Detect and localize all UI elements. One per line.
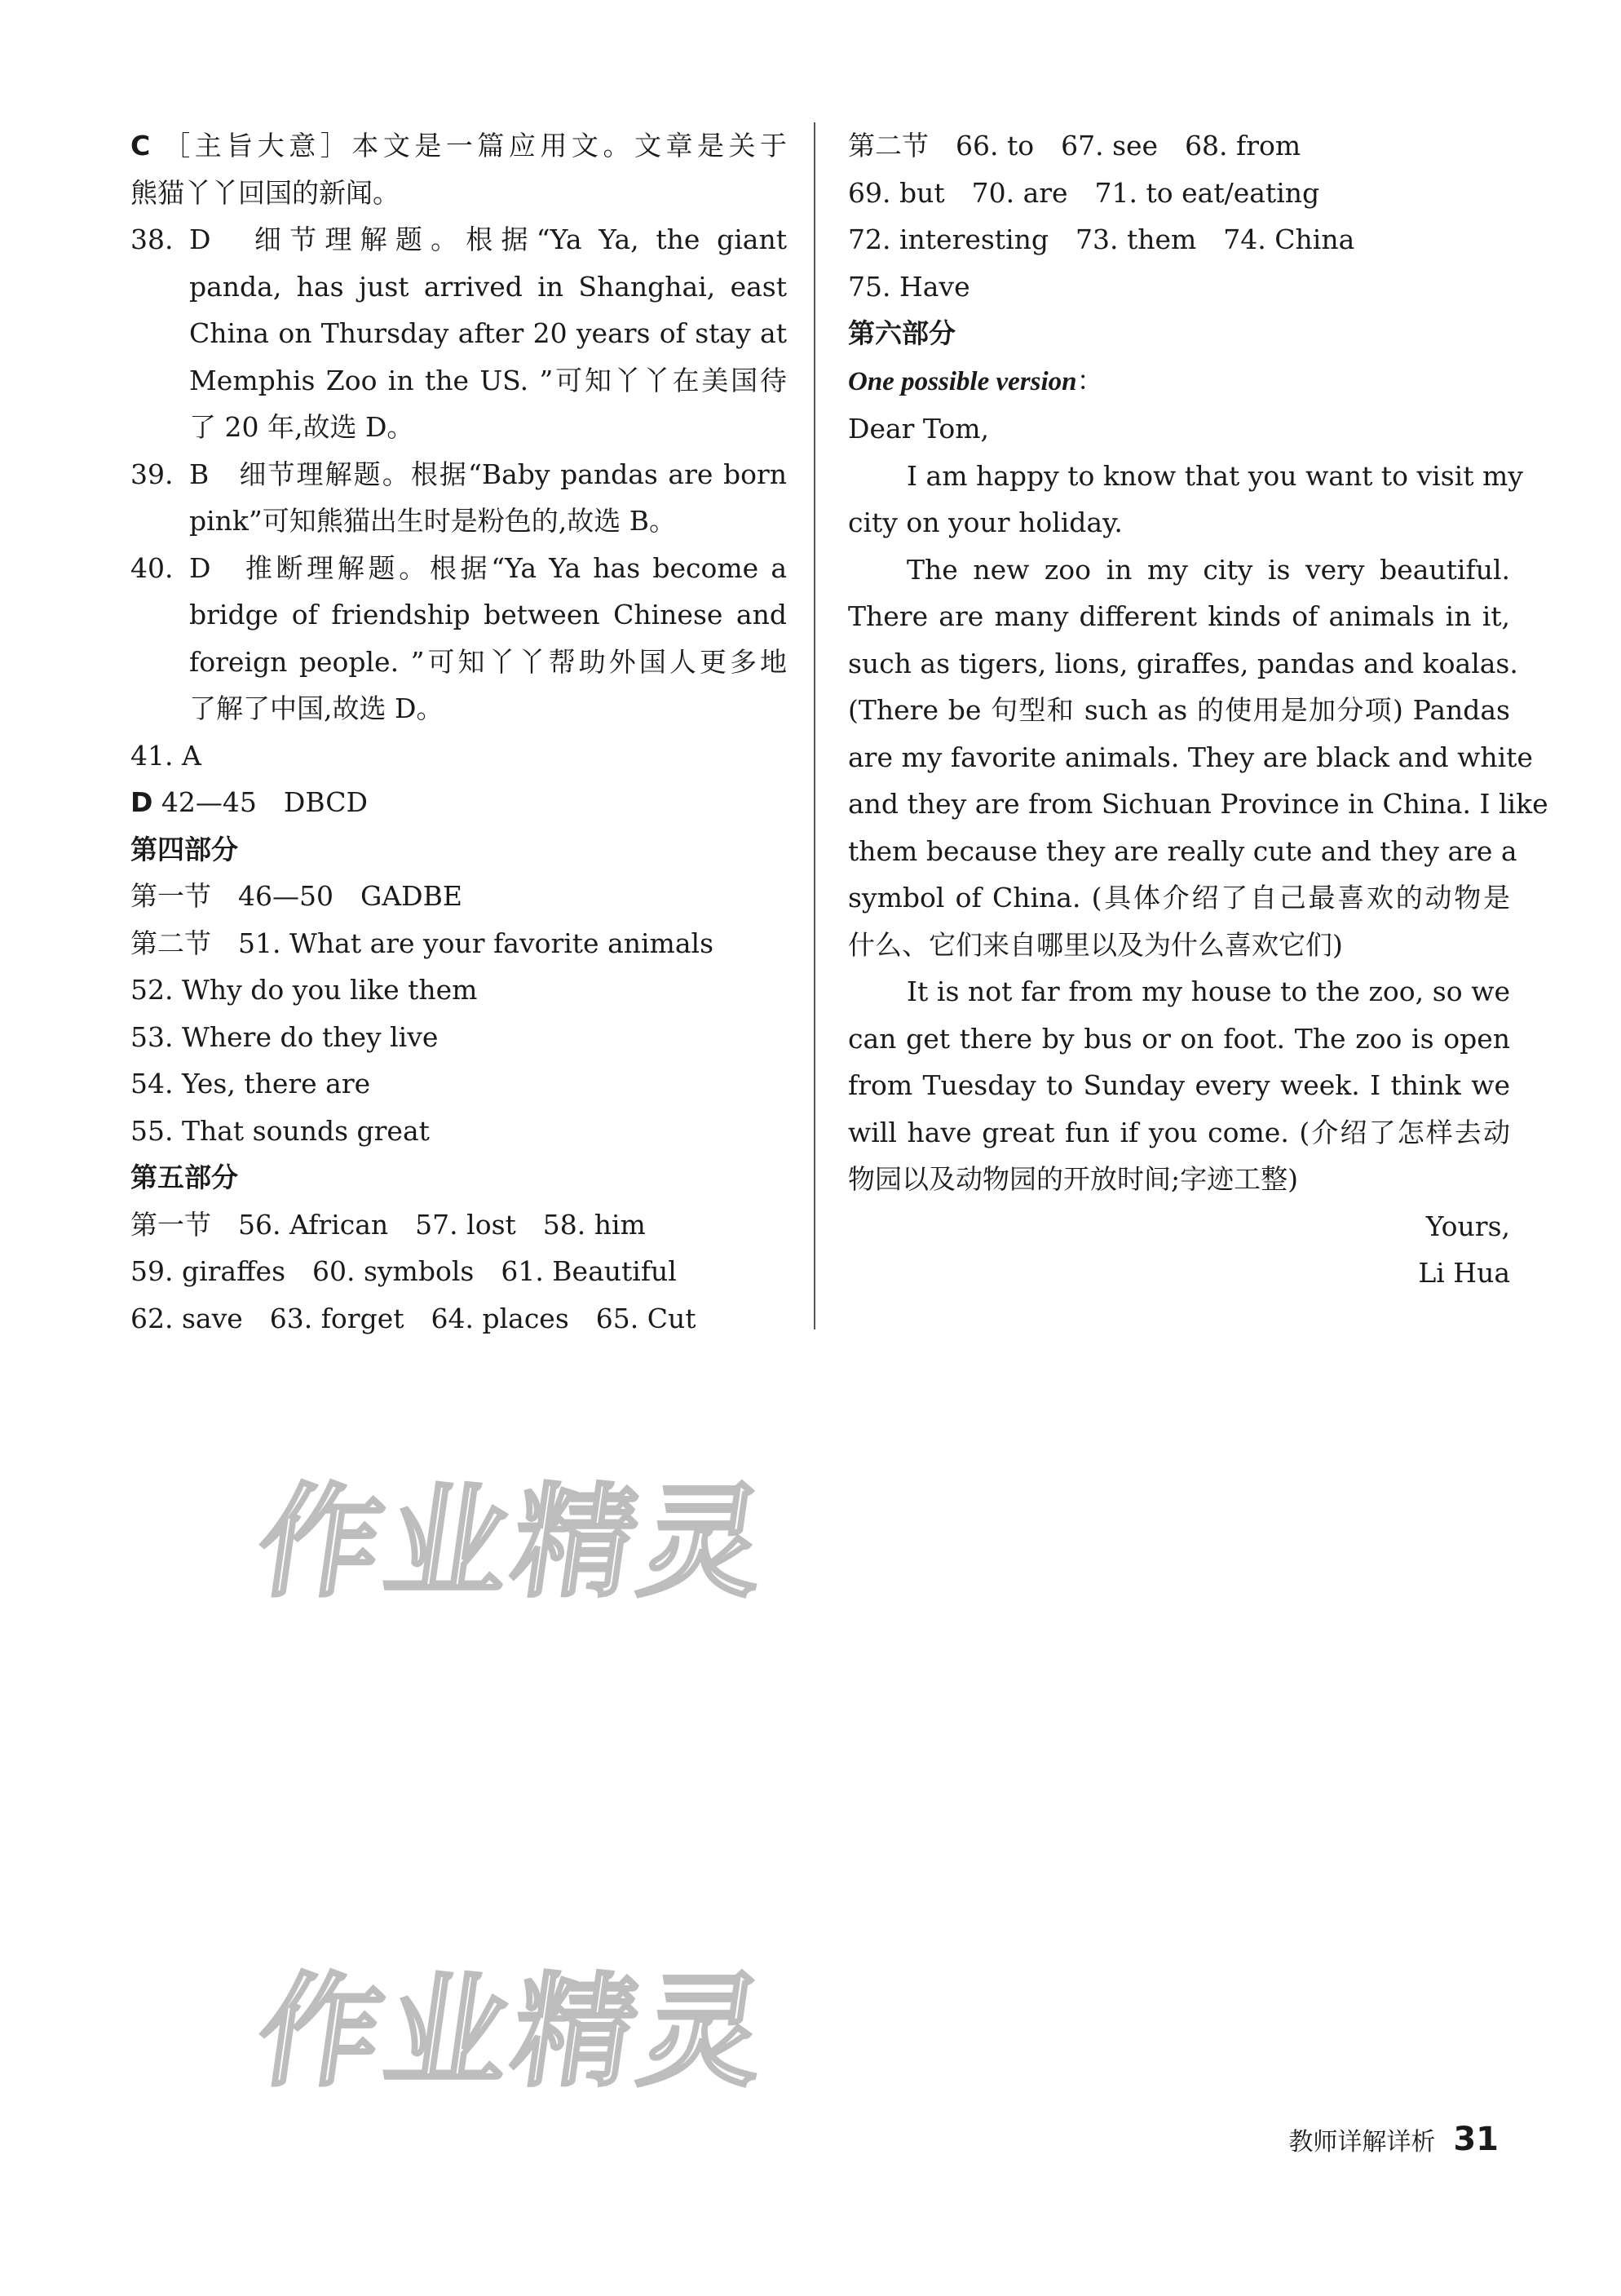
colon: ： <box>1076 364 1104 396</box>
part-4-section-2: 第二节 51. What are your favorite animals <box>130 927 714 959</box>
answer-line: 了 20 年,故选 D。 <box>189 411 414 443</box>
answer-53: 53. Where do they live <box>130 1020 439 1053</box>
answer-line: bridge of friendship between Chinese and <box>189 599 787 630</box>
possible-version-label <box>848 357 1510 406</box>
answer-41: 41. A <box>130 739 201 772</box>
part-5-line-2: 59. giraffes 60. symbols 61. Beautiful <box>130 1255 677 1287</box>
part-5-section-2: 第二节 66. to 67. see 68. from <box>848 130 1301 161</box>
part-4-heading: 第四部分 <box>130 833 238 865</box>
section-letter: D <box>130 786 153 818</box>
letter-line: from Tuesday to Sunday every week. I think we <box>848 1069 1510 1101</box>
question-number: 39. <box>130 458 174 490</box>
part-6-heading: 第六部分 <box>848 317 956 349</box>
letter-line: are my favorite animals. They are black and white <box>848 741 1533 773</box>
answer-line: 了解了中国,故选 D。 <box>189 692 444 724</box>
answer-38 <box>130 216 787 451</box>
letter-closing: Yours, <box>1425 1210 1510 1242</box>
part-5-line-6: 75. Have <box>848 270 970 303</box>
answer-line: foreign people. ”可知丫丫帮助外国人更多地 <box>189 645 787 678</box>
section-letter: C <box>130 130 151 161</box>
letter-paragraph-2 <box>848 546 1548 969</box>
part-5-line-1: 第一节 56. African 57. lost 58. him <box>130 1208 646 1241</box>
page-footer <box>1288 2121 1499 2158</box>
answer-54: 54. Yes, there are <box>130 1068 371 1099</box>
letter-line: and they are from Sichuan Province in China. I like <box>848 788 1548 820</box>
answer-39 <box>130 451 787 545</box>
section-d-text: 42—45 DBCD <box>161 786 368 818</box>
part-5-line-4: 69. but 70. are 71. to eat/eating <box>848 176 1320 209</box>
answer-line: Memphis Zoo in the US. ”可知丫丫在美国待 <box>189 364 787 396</box>
letter-paragraph-1 <box>848 453 1523 546</box>
part-5-line-3: 62. save 63. forget 64. places 65. Cut <box>130 1302 696 1334</box>
letter-paragraph-3 <box>848 968 1510 1203</box>
answer-line: pink”可知熊猫出生时是粉色的,故选 B。 <box>189 505 677 537</box>
watermark-1: 作业精灵 <box>249 1472 779 1614</box>
footer-label: 教师详解详析 <box>1288 2128 1436 2157</box>
page-number: 31 <box>1453 2121 1499 2158</box>
answer-line: panda, has just arrived in Shanghai, east <box>189 270 787 303</box>
section-d-answers <box>130 779 787 826</box>
letter-line: There are many different kinds of animals in it, <box>848 600 1510 632</box>
letter-line: city on your holiday. <box>848 507 1123 538</box>
part-5-heading: 第五部分 <box>130 1161 238 1193</box>
letter-signature: Li Hua <box>1418 1257 1510 1289</box>
answer-line: D 细节理解题。根据“Ya Ya, the giant <box>189 223 787 255</box>
section-tag: ［主旨大意］ <box>163 130 352 161</box>
section-summary: 本文是一篇应用文。文章是关于 <box>351 130 788 161</box>
question-number: 40. <box>130 551 174 584</box>
letter-line: will have great fun if you come. (介绍了怎样去动 <box>848 1116 1510 1148</box>
column-divider <box>814 122 815 1329</box>
letter-line: can get there by bus or on foot. The zoo is open <box>848 1022 1510 1055</box>
letter-line: It is not far from my house to the zoo, so we <box>907 975 1510 1007</box>
letter-line: I am happy to know that you want to visit my <box>907 459 1523 492</box>
part-4-section-1: 第一节 46—50 GADBE <box>130 880 462 912</box>
right-column <box>848 122 1548 1297</box>
answer-40 <box>130 545 787 732</box>
watermark-2: 作业精灵 <box>249 1962 779 2104</box>
section-c-header <box>130 122 787 170</box>
answer-line: D 推断理解题。根据“Ya Ya has become a <box>189 551 787 584</box>
letter-line: such as tigers, lions, giraffes, pandas and koalas. <box>848 647 1518 679</box>
answer-line: China on Thursday after 20 years of stay at <box>189 317 787 349</box>
letter-line: 物园以及动物园的开放时间;字迹工整) <box>848 1163 1298 1195</box>
possible-version-text: One possible version <box>848 366 1077 396</box>
letter-line: 什么、它们来自哪里以及为什么喜欢它们) <box>848 928 1343 961</box>
question-number: 38. <box>130 223 174 255</box>
left-column <box>130 122 787 1342</box>
letter-line: symbol of China. (具体介绍了自己最喜欢的动物是 <box>848 882 1510 914</box>
section-summary-line2: 熊猫丫丫回国的新闻。 <box>130 176 400 209</box>
letter-line: them because they are really cute and they are a <box>848 834 1517 867</box>
answer-55: 55. That sounds great <box>130 1114 430 1147</box>
part-5-line-5: 72. interesting 73. them 74. China <box>848 223 1355 255</box>
letter-line: The new zoo in my city is very beautiful. <box>907 553 1510 586</box>
answer-52: 52. Why do you like them <box>130 974 478 1006</box>
letter-line: (There be 句型和 such as 的使用是加分项) Pandas <box>848 694 1510 726</box>
answer-line: B 细节理解题。根据“Baby pandas are born <box>189 458 787 490</box>
letter-greeting: Dear Tom, <box>848 413 990 445</box>
